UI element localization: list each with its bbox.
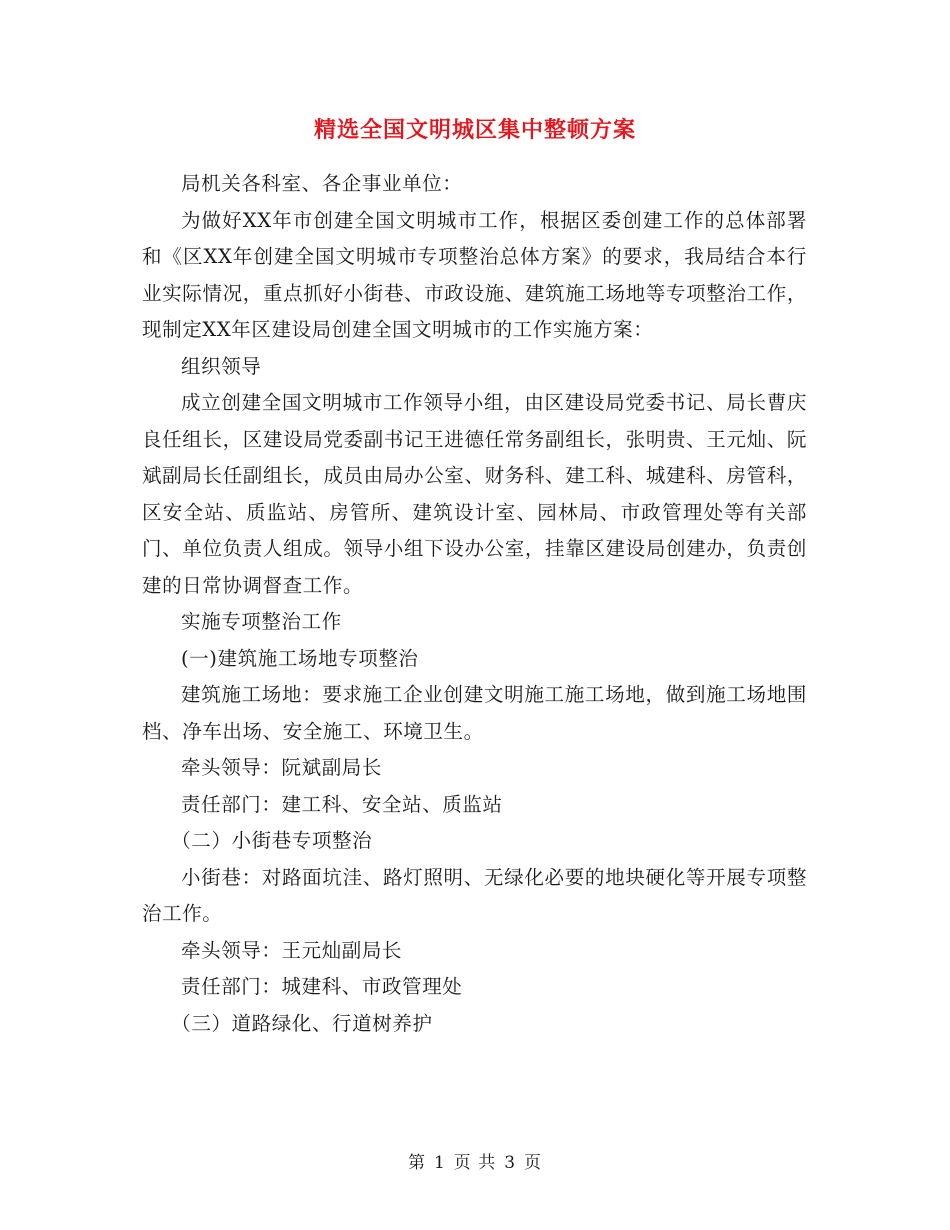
heading-organization: 组织领导 (181, 354, 262, 378)
paragraph-construction-sites: 建筑施工场地：要求施工企业创建文明施工施工场地，做到施工场地围档、净车出场、安全施工、环境卫生。 (142, 683, 807, 743)
document-body (142, 166, 807, 1042)
paragraph-lead-2: 牵头领导：王元灿副局长 (181, 938, 403, 962)
page-footer (0, 1151, 950, 1175)
paragraph-dept-2: 责任部门：城建科、市政管理处 (181, 975, 463, 998)
document-title: 精选全国文明城区集中整顿方案 (313, 117, 636, 143)
subheading-construction-sites: (一)建筑施工场地专项整治 (181, 646, 419, 670)
footer-prefix: 第 (407, 1153, 426, 1173)
footer-page-number: 1 (433, 1153, 446, 1173)
subheading-alleys: （二）小街巷专项整治 (171, 829, 373, 852)
footer-middle: 页 共 (453, 1153, 497, 1173)
paragraph-intro: 为做好XX年市创建全国文明城市工作，根据区委创建工作的总体部署和《区XX年创建全国文明城市专项整治总体方案》的要求，我局结合本行业实际情况，重点抓好小街巷、市政设施、建筑施工场地等专项整治工作，现制定XX年区建设局创建全国文明城市的工作实施方案： (142, 208, 807, 341)
paragraph-salutation: 局机关各科室、各企事业单位： (181, 172, 463, 195)
footer-suffix: 页 (524, 1153, 543, 1173)
paragraph-lead-1: 牵头领导：阮斌副局长 (181, 756, 383, 779)
heading-implementation: 实施专项整治工作 (181, 610, 342, 633)
paragraph-dept-1: 责任部门：建工科、安全站、质监站 (181, 792, 503, 816)
footer-total-pages: 3 (504, 1153, 517, 1173)
paragraph-alleys: 小街巷：对路面坑洼、路灯照明、无绿化必要的地块硬化等开展专项整治工作。 (142, 865, 807, 925)
paragraph-leadership-group: 成立创建全国文明城市工作领导小组，由区建设局党委书记、局长曹庆良任组长，区建设局党委副书记王进德任常务副组长，张明贵、王元灿、阮斌副局长任副组长，成员由局办公室、财务科、建工科、城建科、房管科，区安全站、质监站、房管所、建筑设计室、园林局、市政管理处等有关部门、单位负责人组成。领导小组下设办公室，挂靠区建设局创建办，负责创建的日常协调督查工作。 (142, 391, 807, 597)
subheading-greening: （三）道路绿化、行道树养护 (171, 1011, 433, 1035)
